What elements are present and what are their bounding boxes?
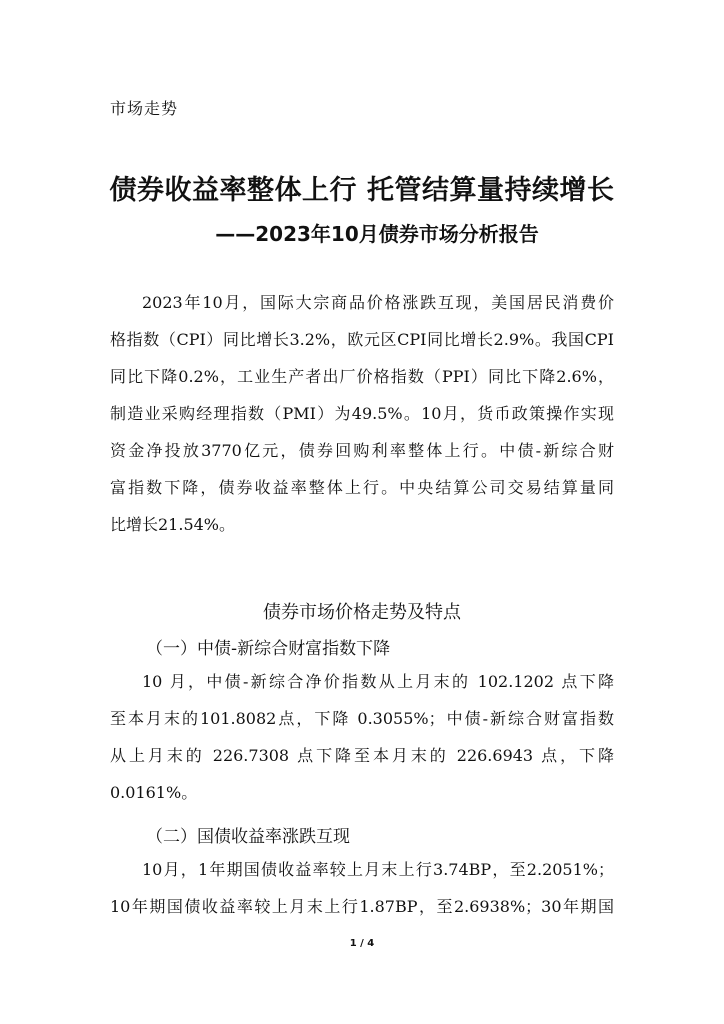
summary-line: 资金净投放3770亿元，债券回购利率整体上行。中债-新综合财 <box>110 441 614 460</box>
summary-line: 格指数（CPI）同比增长3.2%，欧元区CPI同比增长2.9%。我国CPI <box>110 330 614 349</box>
report-subtitle: ——2023年10月债券市场分析报告 <box>215 222 539 246</box>
subsection-heading: （一）中债-新综合财富指数下降 <box>146 639 391 659</box>
summary-line: 制造业采购经理指数（PMI）为49.5%。10月，货币政策操作实现 <box>110 404 614 423</box>
body-line: 0.0161%。 <box>110 783 198 802</box>
page-header-label: 市场走势 <box>110 99 179 118</box>
body-line: 10月，1年期国债收益率较上月末上行3.74BP，至2.2051%； <box>142 860 614 879</box>
body-line: 至本月末的101.8082点，下降 0.3055%；中债-新综合财富指数 <box>110 709 614 728</box>
body-line: 10年期国债收益率较上月末上行1.87BP，至2.6938%；30年期国 <box>110 897 614 916</box>
body-line: 10 月，中债-新综合净价指数从上月末的 102.1202 点下降 <box>142 672 614 691</box>
summary-line: 富指数下降，债券收益率整体上行。中央结算公司交易结算量同 <box>110 478 614 497</box>
report-title: 债券收益率整体上行 托管结算量持续增长 <box>109 175 615 206</box>
subsection-heading: （二）国债收益率涨跌互现 <box>146 827 350 847</box>
summary-line: 比增长21.54%。 <box>110 515 236 534</box>
section-heading: 债券市场价格走势及特点 <box>263 602 461 623</box>
summary-line: 同比下降0.2%，工业生产者出厂价格指数（PPI）同比下降2.6%， <box>110 367 614 386</box>
body-line: 从上月末的 226.7308 点下降至本月末的 226.6943 点，下降 <box>110 746 614 765</box>
page-number: 1 / 4 <box>349 938 375 949</box>
summary-line: 2023年10月，国际大宗商品价格涨跌互现，美国居民消费价 <box>142 293 614 312</box>
